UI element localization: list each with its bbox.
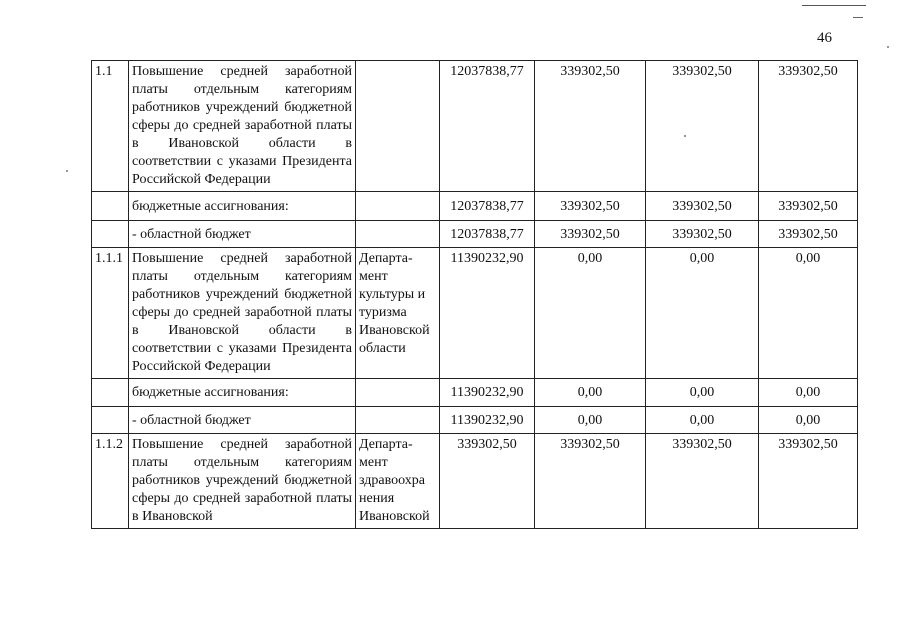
value-year-1: 339302,50 xyxy=(535,221,646,248)
row-department xyxy=(356,379,440,407)
value-year-1: 0,00 xyxy=(535,379,646,407)
budget-table xyxy=(91,60,858,529)
row-department xyxy=(356,192,440,221)
row-department: Департа- мент культуры и туризма Ивановской области xyxy=(356,248,440,379)
value-total: 12037838,77 xyxy=(440,61,535,192)
value-year-1: 339302,50 xyxy=(535,61,646,192)
value-total: 12037838,77 xyxy=(440,221,535,248)
value-year-2: 339302,50 xyxy=(646,192,759,221)
value-total: 11390232,90 xyxy=(440,379,535,407)
row-description: бюджетные ассигнования: xyxy=(129,379,356,407)
table-row xyxy=(92,221,858,248)
row-department xyxy=(356,61,440,192)
value-total: 11390232,90 xyxy=(440,248,535,379)
value-year-3: 339302,50 xyxy=(759,221,858,248)
row-description: Повышение средней заработной платы отдельным категориям работников учреждений бюджетной сферы до средней заработной платы в Ивановской области в соответствии с указами Президента Российской Федерации xyxy=(129,248,356,379)
value-year-3: 0,00 xyxy=(759,407,858,434)
table-row xyxy=(92,434,858,529)
row-index xyxy=(92,221,129,248)
value-year-2: 0,00 xyxy=(646,407,759,434)
value-year-3: 339302,50 xyxy=(759,192,858,221)
value-year-2: 339302,50 xyxy=(646,221,759,248)
value-year-3: 339302,50 xyxy=(759,61,858,192)
header-rule xyxy=(802,5,866,6)
row-description: Повышение средней заработной платы отдельным категориям работников учреждений бюджетной сферы до средней заработной платы в Ивановской xyxy=(129,434,356,529)
value-year-1: 0,00 xyxy=(535,248,646,379)
scan-speck xyxy=(66,170,68,172)
row-index: 1.1.1 xyxy=(92,248,129,379)
value-year-3: 0,00 xyxy=(759,248,858,379)
value-year-3: 339302,50 xyxy=(759,434,858,529)
row-department xyxy=(356,221,440,248)
row-description: Повышение средней заработной платы отдельным категориям работников учреждений бюджетной сферы до средней заработной платы в Ивановской области в соответствии с указами Президента Российской Федерации xyxy=(129,61,356,192)
row-description: - областной бюджет xyxy=(129,221,356,248)
value-year-2: 0,00 xyxy=(646,379,759,407)
table-row xyxy=(92,407,858,434)
table-row xyxy=(92,61,858,192)
page-number: 46 xyxy=(817,30,832,46)
value-total: 339302,50 xyxy=(440,434,535,529)
row-index xyxy=(92,379,129,407)
row-description: - областной бюджет xyxy=(129,407,356,434)
row-description: бюджетные ассигнования: xyxy=(129,192,356,221)
row-index: 1.1.2 xyxy=(92,434,129,529)
row-department xyxy=(356,407,440,434)
scan-speck xyxy=(887,46,889,48)
row-index xyxy=(92,407,129,434)
value-year-1: 339302,50 xyxy=(535,192,646,221)
header-dash xyxy=(853,17,863,18)
table-row xyxy=(92,192,858,221)
value-year-3: 0,00 xyxy=(759,379,858,407)
value-year-2: 339302,50 xyxy=(646,434,759,529)
value-year-2: 0,00 xyxy=(646,248,759,379)
row-index: 1.1 xyxy=(92,61,129,192)
value-year-2: 339302,50 xyxy=(646,61,759,192)
value-year-1: 0,00 xyxy=(535,407,646,434)
table-row xyxy=(92,248,858,379)
value-total: 12037838,77 xyxy=(440,192,535,221)
value-year-1: 339302,50 xyxy=(535,434,646,529)
row-index xyxy=(92,192,129,221)
value-total: 11390232,90 xyxy=(440,407,535,434)
table-row xyxy=(92,379,858,407)
row-department: Департа- мент здравоохра нения Ивановской xyxy=(356,434,440,529)
